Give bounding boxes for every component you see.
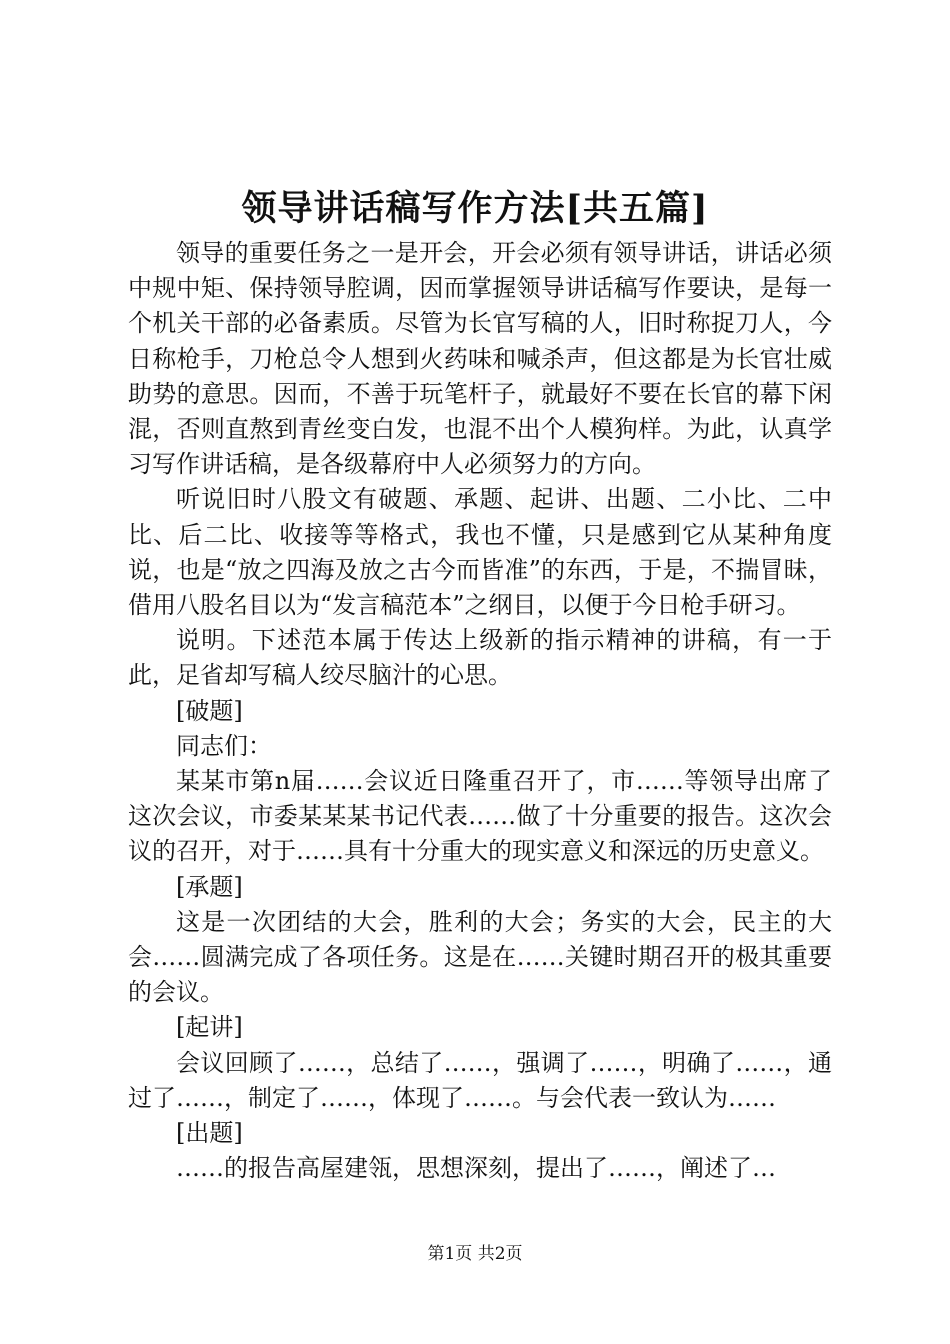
document-body	[128, 236, 832, 1186]
section-heading-poti: [破题]	[176, 696, 243, 725]
paragraph-chengti: 这是一次团结的大会，胜利的大会；务实的大会，民主的大会……圆满完成了各项任务。这是在……关键时期召开的极其重要的会议。	[128, 907, 832, 1007]
paragraph-poti: 某某市第n届……会议近日隆重召开了，市……等领导出席了这次会议，市委某某某书记代表……做了十分重要的报告。这次会议的召开，对于……具有十分重大的现实意义和深远的历史意义。	[128, 767, 832, 866]
paragraph-chuti: ……的报告高屋建瓴，思想深刻，提出了……，阐述了…	[176, 1154, 776, 1183]
paragraph-intro: 领导的重要任务之一是开会，开会必须有领导讲话，讲话必须中规中矩、保持领导腔调，因而掌握领导讲话稿写作要诀，是每一个机关干部的必备素质。尽管为长官写稿的人，旧时称捉刀人，今日称枪手，刀枪总令人想到火药味和喊杀声，但这都是为长官壮威助势的意思。因而，不善于玩笔杆子，就最好不要在长官的幕下闲混，否则直熬到青丝变白发，也混不出个人模狗样。为此，认真学习写作讲话稿，是各级幕府中人必须努力的方向。	[128, 239, 832, 479]
paragraph-baguwen: 听说旧时八股文有破题、承题、起讲、出题、二小比、二中比、后二比、收接等等格式，我也不懂，只是感到它从某种角度说，也是“放之四海及放之古今而皆准”的东西，于是，不揣冒昧，借用八股名目以为“发言稿范本”之纲目，以便于今日枪手研习。	[128, 485, 832, 620]
salutation: 同志们：	[176, 731, 272, 760]
section-heading-chuti: [出题]	[176, 1119, 243, 1148]
document-title: 领导讲话稿写作方法[共五篇]	[241, 188, 709, 229]
page-number-footer: 第1页 共2页	[427, 1244, 523, 1264]
section-heading-chengti: [承题]	[176, 872, 243, 901]
paragraph-qijiang: 会议回顾了……，总结了……，强调了……，明确了……，通过了……，制定了……，体现了……。与会代表一致认为……	[128, 1048, 832, 1112]
section-heading-qijiang: [起讲]	[176, 1013, 243, 1042]
paragraph-note: 说明。下述范本属于传达上级新的指示精神的讲稿，有一于此，足省却写稿人绞尽脑汁的心思。	[128, 626, 832, 690]
